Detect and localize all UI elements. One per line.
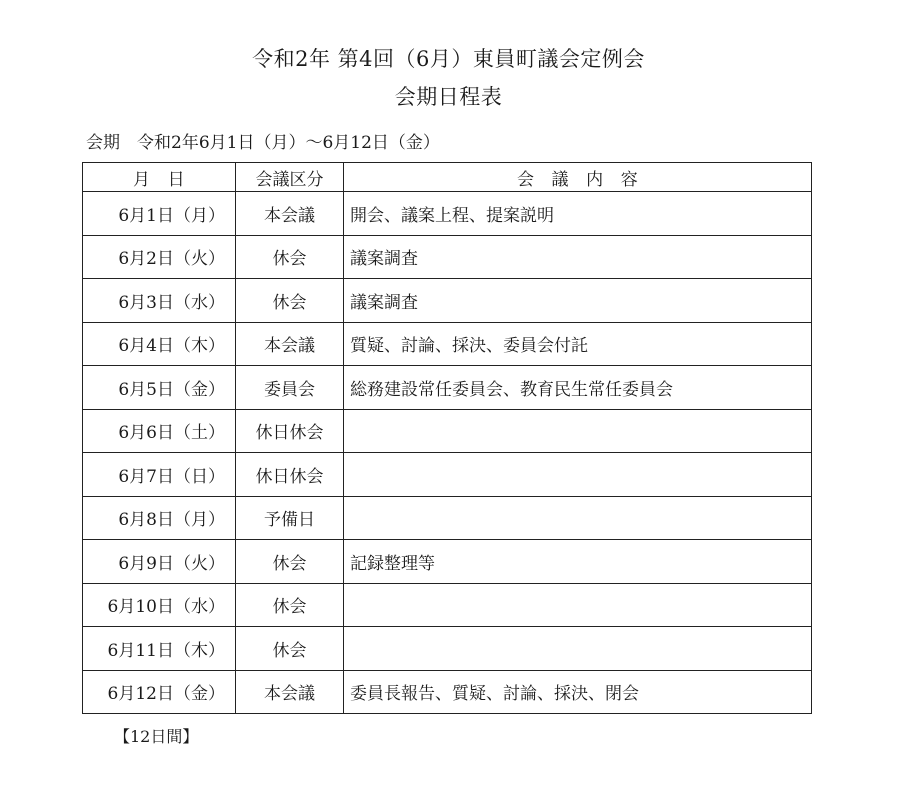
table-row bbox=[83, 279, 812, 323]
cell-content bbox=[344, 453, 812, 497]
cell-content: 質疑、討論、採決、委員会付託 bbox=[344, 322, 812, 366]
cell-type: 予備日 bbox=[236, 496, 344, 540]
cell-date: 6月5日（金） bbox=[83, 366, 236, 410]
cell-content bbox=[344, 627, 812, 671]
cell-content: 議案調査 bbox=[344, 279, 812, 323]
table-row bbox=[83, 192, 812, 236]
cell-date: 6月2日（火） bbox=[83, 235, 236, 279]
page-title: 令和2年 第4回（6月）東員町議会定例会 bbox=[252, 47, 645, 71]
table-row bbox=[83, 322, 812, 366]
cell-content: 委員長報告、質疑、討論、採決、閉会 bbox=[344, 670, 812, 714]
table-row bbox=[83, 453, 812, 497]
table-row bbox=[83, 496, 812, 540]
table-row bbox=[83, 583, 812, 627]
cell-date: 6月12日（金） bbox=[83, 670, 236, 714]
cell-date: 6月6日（土） bbox=[83, 409, 236, 453]
cell-type: 本会議 bbox=[236, 192, 344, 236]
header-content: 会 議 内 容 bbox=[344, 163, 812, 192]
table-row bbox=[83, 627, 812, 671]
schedule-table bbox=[82, 162, 812, 714]
cell-type: 休会 bbox=[236, 627, 344, 671]
cell-date: 6月4日（木） bbox=[83, 322, 236, 366]
cell-content: 総務建設常任委員会、教育民生常任委員会 bbox=[344, 366, 812, 410]
cell-date: 6月1日（月） bbox=[83, 192, 236, 236]
cell-type: 休会 bbox=[236, 583, 344, 627]
cell-type: 委員会 bbox=[236, 366, 344, 410]
day-count-note: 【12日間】 bbox=[114, 727, 199, 746]
cell-type: 本会議 bbox=[236, 670, 344, 714]
header-date: 月 日 bbox=[83, 163, 236, 192]
session-period: 会期 令和2年6月1日（月）～6月12日（金） bbox=[86, 133, 440, 153]
cell-content bbox=[344, 496, 812, 540]
cell-date: 6月3日（水） bbox=[83, 279, 236, 323]
cell-type: 休会 bbox=[236, 540, 344, 584]
cell-date: 6月10日（水） bbox=[83, 583, 236, 627]
cell-type: 休会 bbox=[236, 235, 344, 279]
table-row bbox=[83, 235, 812, 279]
cell-date: 6月9日（火） bbox=[83, 540, 236, 584]
cell-content: 議案調査 bbox=[344, 235, 812, 279]
cell-date: 6月11日（木） bbox=[83, 627, 236, 671]
cell-content: 開会、議案上程、提案説明 bbox=[344, 192, 812, 236]
table-row bbox=[83, 366, 812, 410]
table-row bbox=[83, 409, 812, 453]
cell-content: 記録整理等 bbox=[344, 540, 812, 584]
table-header-row bbox=[83, 163, 812, 192]
page-subtitle: 会期日程表 bbox=[394, 85, 503, 109]
cell-type: 本会議 bbox=[236, 322, 344, 366]
cell-date: 6月7日（日） bbox=[83, 453, 236, 497]
cell-type: 休日休会 bbox=[236, 409, 344, 453]
cell-type: 休会 bbox=[236, 279, 344, 323]
cell-date: 6月8日（月） bbox=[83, 496, 236, 540]
table-row bbox=[83, 540, 812, 584]
header-type: 会議区分 bbox=[236, 163, 344, 192]
cell-content bbox=[344, 583, 812, 627]
cell-content bbox=[344, 409, 812, 453]
cell-type: 休日休会 bbox=[236, 453, 344, 497]
table-row bbox=[83, 670, 812, 714]
